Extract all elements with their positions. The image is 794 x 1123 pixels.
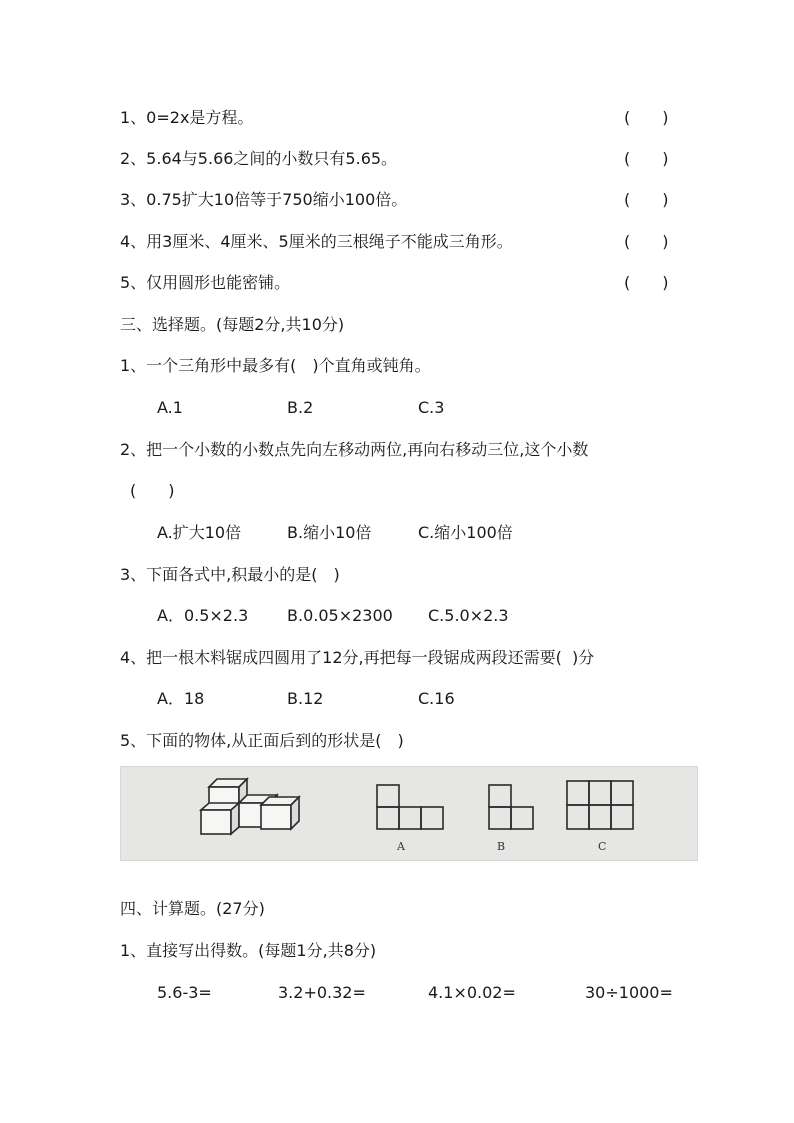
section-heading-calc: 四、计算题。(27分) <box>120 899 265 918</box>
answer-paren-2[interactable]: ( ) <box>624 149 669 168</box>
calc-expr-2[interactable]: 3.2+0.32= <box>278 983 366 1002</box>
figure-label-a[interactable]: A <box>397 840 405 853</box>
choice-q5: 5、下面的物体,从正面后到的形状是( ) <box>120 731 404 750</box>
choice-q4: 4、把一根木料锯成四圆用了12分,再把每一段锯成两段还需要( )分 <box>120 648 595 667</box>
q2-option-c[interactable]: C.缩小100倍 <box>418 523 513 542</box>
calc-expr-1[interactable]: 5.6-3= <box>157 983 212 1002</box>
answer-paren-1[interactable]: ( ) <box>624 108 669 127</box>
answer-paren-3[interactable]: ( ) <box>624 190 669 209</box>
q2-answer-blank[interactable]: ( ) <box>130 481 175 500</box>
judge-item-3: 3、0.75扩大10倍等于750缩小100倍。 <box>120 190 408 209</box>
q3-option-b[interactable]: B.0.05×2300 <box>287 606 393 625</box>
q1-option-c[interactable]: C.3 <box>418 398 445 417</box>
q1-option-b[interactable]: B.2 <box>287 398 314 417</box>
judge-item-5: 5、仅用圆形也能密铺。 <box>120 273 291 292</box>
answer-paren-5[interactable]: ( ) <box>624 273 669 292</box>
calc-expr-4[interactable]: 30÷1000= <box>585 983 673 1002</box>
shape-views-figure <box>120 766 698 861</box>
q3-option-c[interactable]: C.5.0×2.3 <box>428 606 509 625</box>
figure-label-c[interactable]: C <box>598 840 607 853</box>
q3-option-a[interactable]: A．0.5×2.3 <box>157 606 249 625</box>
answer-paren-4[interactable]: ( ) <box>624 232 669 251</box>
figure-label-b[interactable]: B <box>497 840 506 853</box>
choice-q2: 2、把一个小数的小数点先向左移动两位,再向右移动三位,这个小数 <box>120 440 589 459</box>
q4-option-b[interactable]: B.12 <box>287 689 324 708</box>
q4-option-a[interactable]: A．18 <box>157 689 205 708</box>
q2-option-b[interactable]: B.缩小10倍 <box>287 523 372 542</box>
calc-subheading-1: 1、直接写出得数。(每题1分,共8分) <box>120 941 377 960</box>
cube-drawing <box>121 767 699 862</box>
judge-item-1: 1、0=2x是方程。 <box>120 108 254 127</box>
judge-item-4: 4、用3厘米、4厘米、5厘米的三根绳子不能成三角形。 <box>120 232 513 251</box>
calc-expr-3[interactable]: 4.1×0.02= <box>428 983 516 1002</box>
q2-option-a[interactable]: A.扩大10倍 <box>157 523 242 542</box>
choice-q3: 3、下面各式中,积最小的是( ) <box>120 565 340 584</box>
section-heading-choice: 三、选择题。(每题2分,共10分) <box>120 315 345 334</box>
q1-option-a[interactable]: A.1 <box>157 398 183 417</box>
choice-q1: 1、一个三角形中最多有( )个直角或钝角。 <box>120 356 431 375</box>
judge-item-2: 2、5.64与5.66之间的小数只有5.65。 <box>120 149 398 168</box>
q4-option-c[interactable]: C.16 <box>418 689 455 708</box>
